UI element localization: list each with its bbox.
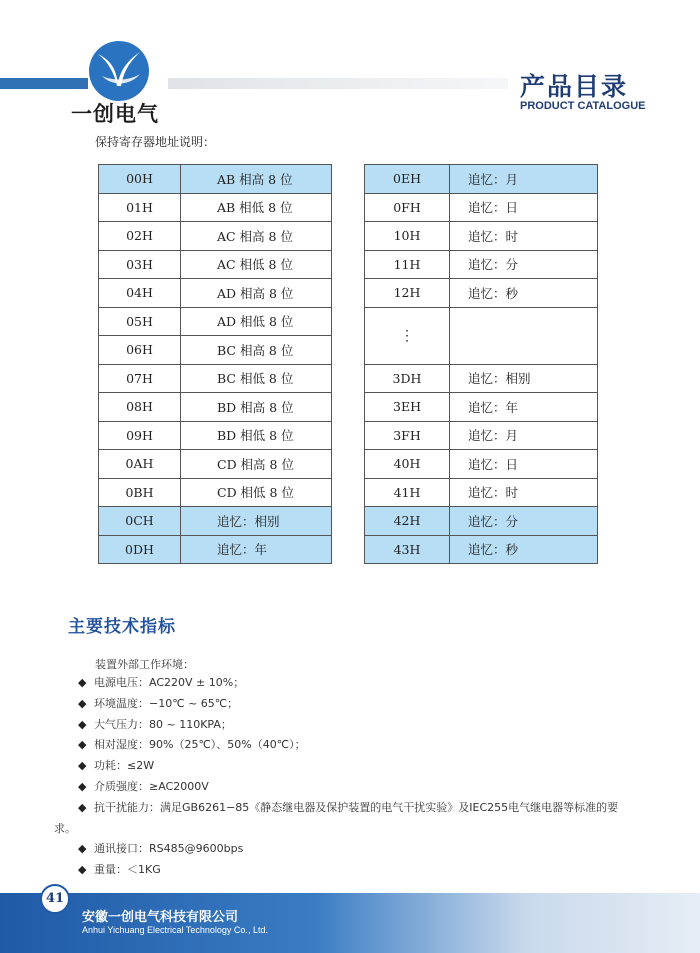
register-address: 40H (365, 450, 450, 479)
register-description-cell: 追忆：相别 (450, 364, 598, 393)
register-address: 05H (99, 307, 181, 336)
register-row (99, 364, 332, 393)
specs-title: 主要技术指标 (68, 617, 176, 637)
register-description-cell: AB 相低 8 位 (181, 193, 332, 222)
register-address: 08H (99, 393, 181, 422)
spec-item: ◆ 抗干扰能力：满足GB6261−85《静态继电器及保护装置的电气干扰实验》及IEC255电气继电器等标准的要 (78, 798, 658, 819)
register-description-cell: CD 相高 8 位 (181, 450, 332, 479)
register-address: 01H (99, 193, 181, 222)
specs-list (54, 673, 658, 881)
spec-item: ◆ 介质强度：≥AC2000V (78, 777, 658, 798)
register-row (365, 478, 598, 507)
register-row (365, 165, 598, 194)
register-address: 04H (99, 279, 181, 308)
register-description: 保持寄存器地址说明： (95, 135, 216, 149)
register-row (99, 393, 332, 422)
register-row (99, 279, 332, 308)
register-address: 00H (99, 165, 181, 194)
register-row (99, 421, 332, 450)
spec-item: ◆ 重量：＜1KG (78, 860, 658, 881)
company-name-cn: 安徽一创电气科技有限公司 (82, 910, 239, 925)
register-address: 0CH (99, 507, 181, 536)
register-address: 06H (99, 336, 181, 365)
register-address: 3FH (365, 421, 450, 450)
catalog-subtitle: PRODUCT CATALOGUE (520, 100, 646, 112)
register-row (99, 307, 332, 336)
company-logo-icon (88, 40, 150, 102)
spec-item: ◆ 功耗：≤2W (78, 756, 658, 777)
register-address: 03H (99, 250, 181, 279)
register-row (365, 421, 598, 450)
bullet-diamond-icon: ◆ (78, 863, 87, 877)
company-name-en: Anhui Yichuang Electrical Technology Co., Ltd. (82, 925, 268, 935)
register-description-cell: 追忆：秒 (450, 279, 598, 308)
register-description-cell: AD 相低 8 位 (181, 307, 332, 336)
register-address: 07H (99, 364, 181, 393)
specs-intro: 装置外部工作环境： (95, 658, 194, 671)
register-row (365, 279, 598, 308)
register-address: 41H (365, 478, 450, 507)
spec-item: ◆ 环境温度：−10℃ ~ 65℃； (78, 694, 658, 715)
spec-item: ◆ 电源电压：AC220V ± 10%； (78, 673, 658, 694)
register-address: 3DH (365, 364, 450, 393)
register-address: 09H (99, 421, 181, 450)
register-address: 0FH (365, 193, 450, 222)
spec-item: ◆ 相对湿度：90%（25℃）、50%（40℃）； (78, 735, 658, 756)
register-row (365, 450, 598, 479)
register-address: ⋮ (365, 307, 450, 364)
header-bar-left (0, 78, 88, 89)
spec-item: ◆ 大气压力：80 ~ 110KPA； (78, 715, 658, 736)
register-description-cell: 追忆：秒 (450, 535, 598, 564)
register-description-cell: 追忆：年 (181, 535, 332, 564)
register-row (99, 222, 332, 251)
register-description-cell: AD 相高 8 位 (181, 279, 332, 308)
register-address: 0AH (99, 450, 181, 479)
register-description-cell: 追忆：日 (450, 193, 598, 222)
register-row (365, 222, 598, 251)
register-address: 3EH (365, 393, 450, 422)
register-table-left (98, 164, 332, 564)
register-row (365, 307, 598, 364)
register-description-cell: AB 相高 8 位 (181, 165, 332, 194)
bullet-diamond-icon: ◆ (78, 759, 87, 773)
bullet-diamond-icon: ◆ (78, 842, 87, 856)
register-description-cell: 追忆：分 (450, 250, 598, 279)
bullet-diamond-icon: ◆ (78, 738, 87, 752)
register-row (99, 478, 332, 507)
header-bar-right (168, 78, 508, 89)
bullet-diamond-icon: ◆ (78, 779, 87, 793)
register-description-cell (450, 307, 598, 364)
register-description-cell: 追忆：相别 (181, 507, 332, 536)
bullet-diamond-icon: ◆ (78, 676, 87, 689)
register-row (365, 193, 598, 222)
register-description-cell: BD 相高 8 位 (181, 393, 332, 422)
spec-item-continuation: 求。 (54, 821, 76, 835)
register-row (365, 535, 598, 564)
register-address: 10H (365, 222, 450, 251)
register-address: 02H (99, 222, 181, 251)
register-description-cell: BC 相低 8 位 (181, 364, 332, 393)
register-row (99, 507, 332, 536)
register-address: 0DH (99, 535, 181, 564)
register-description-cell: BC 相高 8 位 (181, 336, 332, 365)
register-row (99, 450, 332, 479)
register-description-cell: 追忆：日 (450, 450, 598, 479)
register-description-cell: 追忆：年 (450, 393, 598, 422)
register-description-cell: 追忆：月 (450, 421, 598, 450)
register-table-right (364, 164, 598, 564)
register-description-cell: AC 相低 8 位 (181, 250, 332, 279)
register-row (99, 336, 332, 365)
register-address: 0BH (99, 478, 181, 507)
register-description-cell: 追忆：时 (450, 478, 598, 507)
register-row (365, 507, 598, 536)
register-description-cell: 追忆：分 (450, 507, 598, 536)
bullet-diamond-icon: ◆ (78, 800, 87, 814)
register-address: 42H (365, 507, 450, 536)
bullet-diamond-icon: ◆ (78, 717, 87, 731)
register-row (365, 250, 598, 279)
catalog-title: 产品目录 (520, 72, 629, 101)
register-row (365, 393, 598, 422)
register-address: 12H (365, 279, 450, 308)
register-row (99, 165, 332, 194)
register-row (99, 193, 332, 222)
register-address: 43H (365, 535, 450, 564)
bullet-diamond-icon: ◆ (78, 696, 87, 710)
register-row (365, 364, 598, 393)
register-row (99, 250, 332, 279)
page-number: 41 (40, 884, 70, 914)
register-description-cell: 追忆：时 (450, 222, 598, 251)
spec-item: ◆ 通讯接口：RS485@9600bps (78, 839, 658, 860)
register-description-cell: AC 相高 8 位 (181, 222, 332, 251)
register-description-cell: CD 相低 8 位 (181, 478, 332, 507)
register-address: 11H (365, 250, 450, 279)
register-row (99, 535, 332, 564)
register-description-cell: 追忆：月 (450, 165, 598, 194)
register-address: 0EH (365, 165, 450, 194)
logo-text: 一创电气 (71, 102, 159, 126)
register-description-cell: BD 相低 8 位 (181, 421, 332, 450)
